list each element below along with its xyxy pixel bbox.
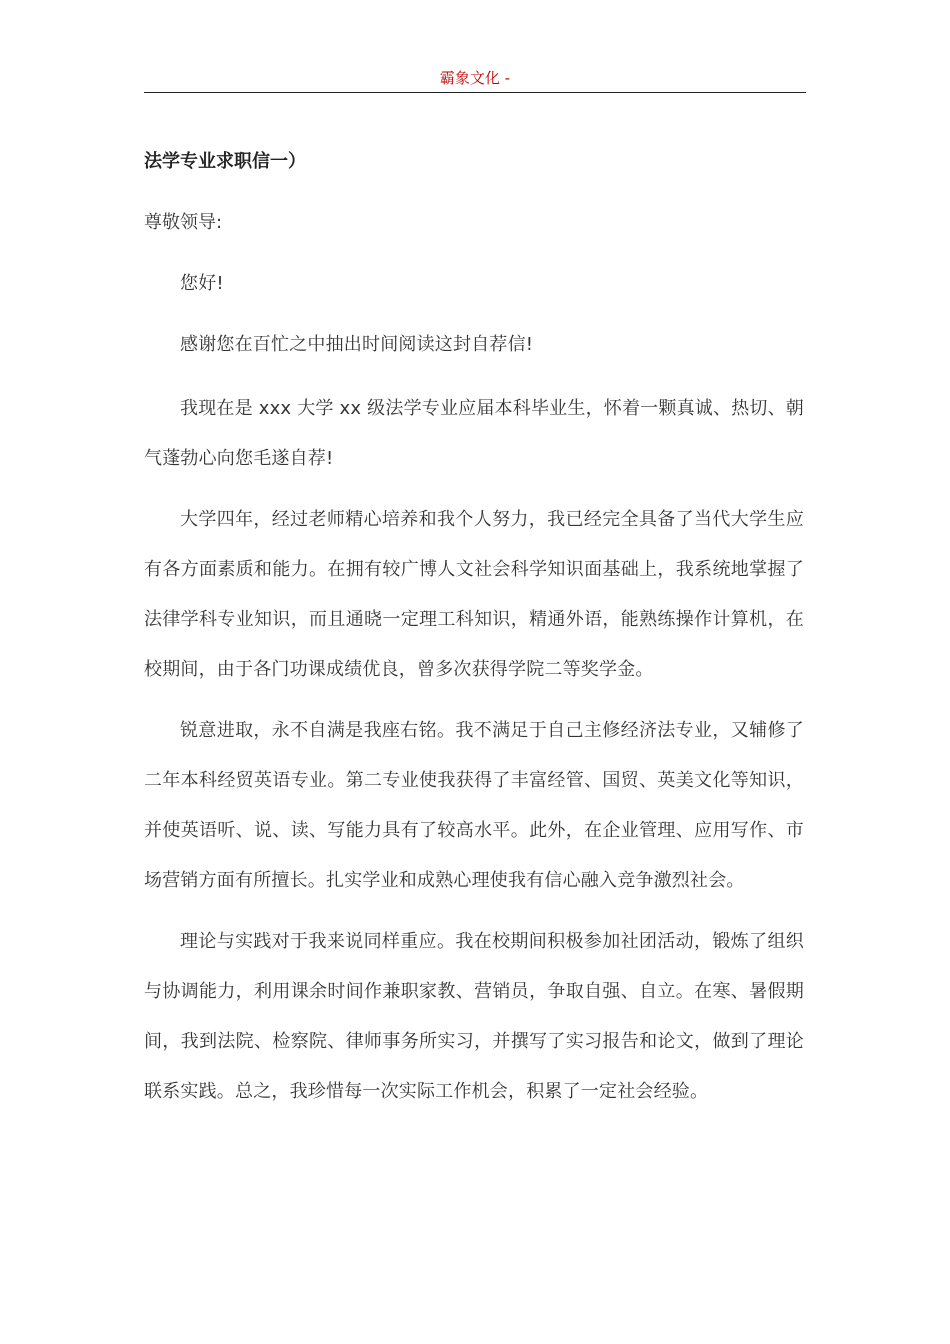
- paragraph-thanks: 感谢您在百忙之中抽出时间阅读这封自荐信!: [180, 334, 534, 355]
- paragraph-education: 大学四年，经过老师精心培养和我个人努力，我已经完全具备了当代大学生应有各方面素质和能力。在拥有较广博人文社会科学知识面基础上，我系统地掌握了法律学科专业知识，而且通晓一定理工科知识，精通外语，能熟练操作计算机，在校期间，由于各门功课成绩优良，曾多次获得学院二等奖学金。: [144, 509, 804, 680]
- document-title: 法学专业求职信一）: [144, 151, 306, 172]
- paragraph-second-major: 锐意进取，永不自满是我座右铭。我不满足于自己主修经济法专业，又辅修了二年本科经贸英语专业。第二专业使我获得了丰富经管、国贸、英美文化等知识，并使英语听、说、读、写能力具有了较高水平。此外，在企业管理、应用写作、市场营销方面有所擅长。扎实学业和成熟心理使我有信心融入竞争激烈社会。: [144, 720, 804, 891]
- page-header: [144, 66, 806, 93]
- salutation: 尊敬领导:: [144, 212, 223, 233]
- document-body: [144, 140, 804, 1128]
- paragraph-practice: 理论与实践对于我来说同样重应。我在校期间积极参加社团活动，锻炼了组织与协调能力，利用课余时间作兼职家教、营销员，争取自强、自立。在寒、暑假期间，我到法院、检察院、律师事务所实习，并撰写了实习报告和论文，做到了理论联系实践。总之，我珍惜每一次实际工作机会，积累了一定社会经验。: [144, 931, 804, 1102]
- header-text: 霸象文化 -: [439, 69, 511, 87]
- paragraph-intro: 我现在是 xxx 大学 xx 级法学专业应届本科毕业生，怀着一颗真诚、热切、朝气蓬勃心向您毛遂自荐!: [144, 398, 804, 469]
- paragraph-greeting: 您好!: [180, 273, 224, 294]
